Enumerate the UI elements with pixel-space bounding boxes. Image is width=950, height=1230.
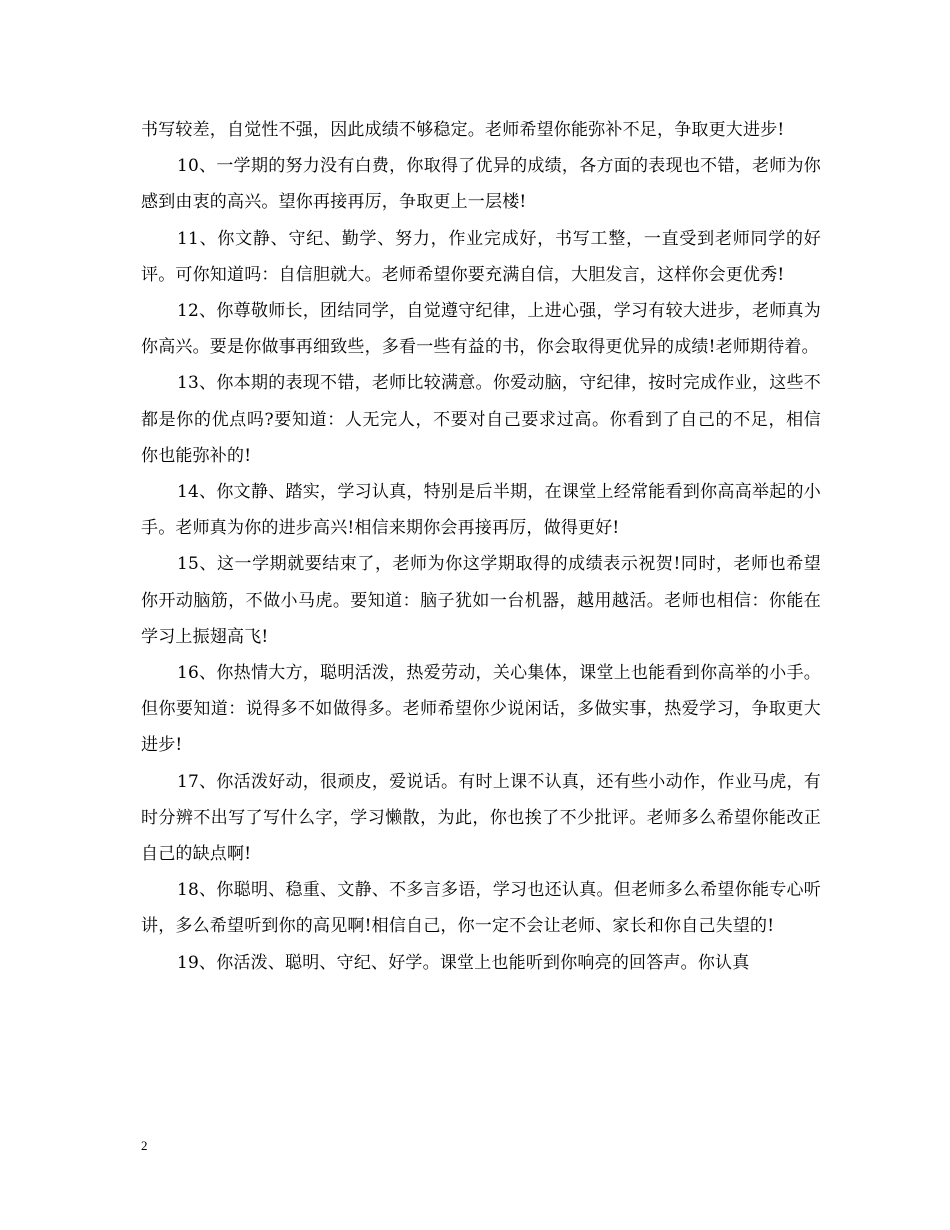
page-number: 2 — [141, 1138, 148, 1153]
paragraph-comment-15: 15、这一学期就要结束了，老师为你这学期取得的成绩表示祝贺!同时，老师也希望你开动脑筋，不做小马虎。要知道：脑子犹如一台机器，越用越活。老师也相信：你能在学习上振翅高飞! — [141, 554, 821, 647]
paragraph-comment-14: 14、你文静、踏实，学习认真，特别是后半期，在课堂上经常能看到你高高举起的小手。老师真为你的进步高兴!相信来期你会再接再厉，做得更好! — [141, 482, 821, 539]
paragraph-comment-12: 12、你尊敬师长，团结同学，自觉遵守纪律，上进心强，学习有较大进步，老师真为你高兴。要是你做事再细致些，多看一些有益的书，你会取得更优异的成绩!老师期待着。 — [141, 301, 821, 358]
paragraph-comment-13: 13、你本期的表现不错，老师比较满意。你爱动脑，守纪律，按时完成作业，这些不都是你的优点吗?要知道：人无完人，不要对自己要求过高。你看到了自己的不足，相信你也能弥补的! — [141, 373, 821, 466]
paragraph-continued: 书写较差，自觉性不强，因此成绩不够稳定。老师希望你能弥补不足，争取更大进步! — [141, 120, 785, 140]
paragraph-comment-10: 10、一学期的努力没有白费，你取得了优异的成绩，各方面的表现也不错，老师为你感到由衷的高兴。望你再接再厉，争取更上一层楼! — [141, 156, 821, 213]
paragraph-comment-17: 17、你活泼好动，很顽皮，爱说话。有时上课不认真，还有些小动作，作业马虎，有时分辨不出写了写什么字，学习懒散，为此，你也挨了不少批评。老师多么希望你能改正自己的缺点啊! — [141, 771, 821, 865]
paragraph-comment-19: 19、你活泼、聪明、守纪、好学。课堂上也能听到你响亮的回答声。你认真 — [177, 952, 750, 973]
document-body — [141, 112, 821, 981]
paragraph-comment-16: 16、你热情大方，聪明活泼，热爱劳动，关心集体，课堂上也能看到你高举的小手。但你要知道：说得多不如做得多。老师希望你少说闲话，多做实事，热爱学习，争取更大进步! — [141, 663, 821, 756]
paragraph-comment-11: 11、你文静、守纪、勤学、努力，作业完成好，书写工整，一直受到老师同学的好评。可你知道吗：自信胆就大。老师希望你要充满自信，大胆发言，这样你会更优秀! — [141, 228, 821, 285]
paragraph-comment-18: 18、你聪明、稳重、文静、不多言多语，学习也还认真。但老师多么希望你能专心听讲，多么希望听到你的高见啊!相信自己，你一定不会让老师、家长和你自己失望的! — [141, 880, 821, 937]
